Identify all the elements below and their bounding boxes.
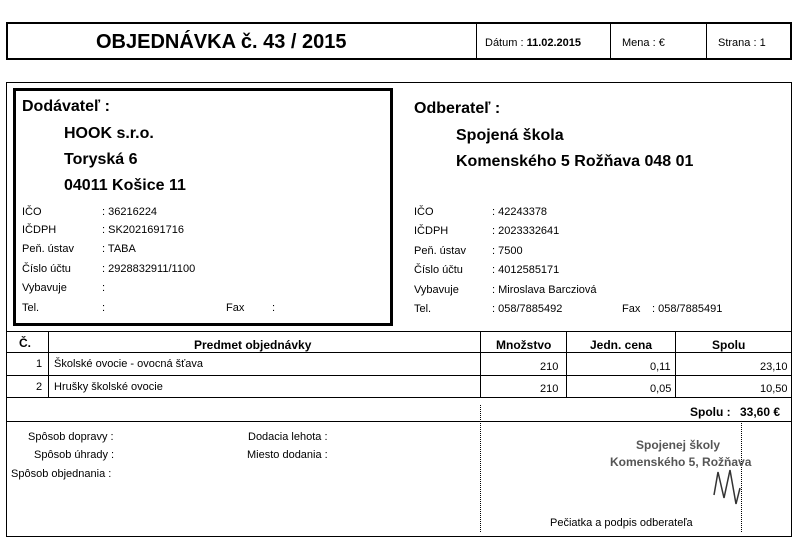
- customer-tel-label: Tel.: [414, 303, 432, 315]
- col-header-unit: Jedn. cena: [590, 338, 653, 352]
- signature-scribble: [700, 460, 760, 510]
- customer-name: Spojená škola: [456, 127, 564, 144]
- currency-value: €: [658, 37, 665, 49]
- customer-tel-value: : 058/7885492: [492, 303, 563, 315]
- currency-label: Mena :: [622, 37, 656, 49]
- supplier-fax-value: :: [272, 302, 276, 314]
- table-row-1-no: 1: [36, 358, 43, 370]
- sum-label: Spolu :: [690, 405, 731, 419]
- customer-icdph-value: : 2023332641: [492, 225, 560, 237]
- customer-contact-label: Vybavuje: [414, 284, 459, 296]
- currency-field: [622, 37, 665, 49]
- order-method-label: Spôsob objednania :: [11, 468, 112, 480]
- supplier-city: 04011 Košice 11: [64, 177, 186, 194]
- customer-ico-label: IČO: [414, 206, 434, 218]
- table-row-1-total: 23,10: [760, 361, 788, 373]
- table-row-1-qty: 210: [540, 361, 559, 373]
- payment-label: Spôsob úhrady :: [34, 449, 115, 461]
- divider: [476, 23, 477, 59]
- customer-ico-value: : 42243378: [492, 206, 548, 218]
- stamp-line-1: Spojenej školy: [636, 438, 721, 452]
- table-row-2-unit: 0,05: [650, 383, 672, 395]
- col-divider: [480, 331, 481, 398]
- customer-address: Komenského 5 Rožňava 048 01: [456, 153, 694, 170]
- table-row-2-qty: 210: [540, 383, 559, 395]
- page-field: [718, 37, 766, 49]
- supplier-contact-value: :: [102, 282, 106, 294]
- customer-fax-value: : 058/7885491: [652, 303, 723, 315]
- col-divider: [675, 331, 676, 398]
- table-row-2-no: 2: [36, 381, 43, 393]
- signature-area-left-border: [480, 405, 482, 532]
- page-value: 1: [759, 37, 766, 49]
- divider: [610, 23, 611, 59]
- supplier-heading: Dodávateľ :: [22, 98, 110, 115]
- supplier-icdph-label: IČDPH: [22, 224, 57, 236]
- table-row-1-unit: 0,11: [650, 361, 671, 373]
- sum-value: 33,60 €: [740, 405, 781, 419]
- customer-heading: Odberateľ :: [414, 100, 501, 117]
- delivery-term-label: Dodacia lehota :: [248, 431, 328, 443]
- supplier-bank-label: Peň. ústav: [22, 243, 74, 255]
- col-header-no: Č.: [19, 336, 31, 350]
- table-sum-line: [6, 421, 792, 422]
- table-row-2-item: Hrušky školské ovocie: [54, 381, 163, 393]
- page-label: Strana :: [718, 37, 757, 49]
- date-field: [485, 37, 581, 49]
- supplier-street: Toryská 6: [64, 151, 138, 168]
- supplier-box: [13, 88, 393, 326]
- customer-fax-label: Fax: [622, 303, 641, 315]
- customer-contact-value: : Miroslava Barcziová: [492, 284, 597, 296]
- customer-icdph-label: IČDPH: [414, 225, 449, 237]
- date-value: 11.02.2015: [526, 37, 582, 49]
- supplier-icdph-value: : SK2021691716: [102, 224, 184, 236]
- supplier-account-value: : 2928832911/1100: [102, 263, 196, 275]
- col-divider: [566, 331, 567, 398]
- col-divider: [48, 331, 49, 398]
- col-header-total: Spolu: [712, 338, 746, 352]
- supplier-contact-label: Vybavuje: [22, 282, 67, 294]
- supplier-account-label: Číslo účtu: [22, 263, 71, 275]
- supplier-bank-value: : TABA: [102, 243, 136, 255]
- stamp-line-2: Komenského 5, Rožňava: [610, 455, 752, 469]
- transport-label: Spôsob dopravy :: [28, 431, 114, 443]
- page-title: OBJEDNÁVKA č. 43 / 2015: [96, 31, 347, 53]
- delivery-place-label: Miesto dodania :: [247, 449, 328, 461]
- supplier-ico-value: : 36216224: [102, 206, 158, 218]
- divider: [706, 23, 707, 59]
- signature-caption: Pečiatka a podpis odberateľa: [550, 517, 693, 529]
- table-row-2-total: 10,50: [760, 383, 788, 395]
- supplier-name: HOOK s.r.o.: [64, 125, 154, 142]
- supplier-tel-value: :: [102, 302, 106, 314]
- supplier-fax-label: Fax: [226, 302, 245, 314]
- col-header-qty: Množstvo: [496, 338, 552, 352]
- col-header-item: Predmet objednávky: [194, 338, 312, 352]
- date-label: Dátum :: [485, 37, 524, 49]
- customer-bank-value: : 7500: [492, 245, 523, 257]
- supplier-ico-label: IČO: [22, 206, 42, 218]
- customer-account-label: Číslo účtu: [414, 264, 463, 276]
- table-row-1-item: Školské ovocie - ovocná šťava: [54, 358, 204, 370]
- customer-bank-label: Peň. ústav: [414, 245, 466, 257]
- customer-account-value: : 4012585171: [492, 264, 560, 276]
- supplier-tel-label: Tel.: [22, 302, 40, 314]
